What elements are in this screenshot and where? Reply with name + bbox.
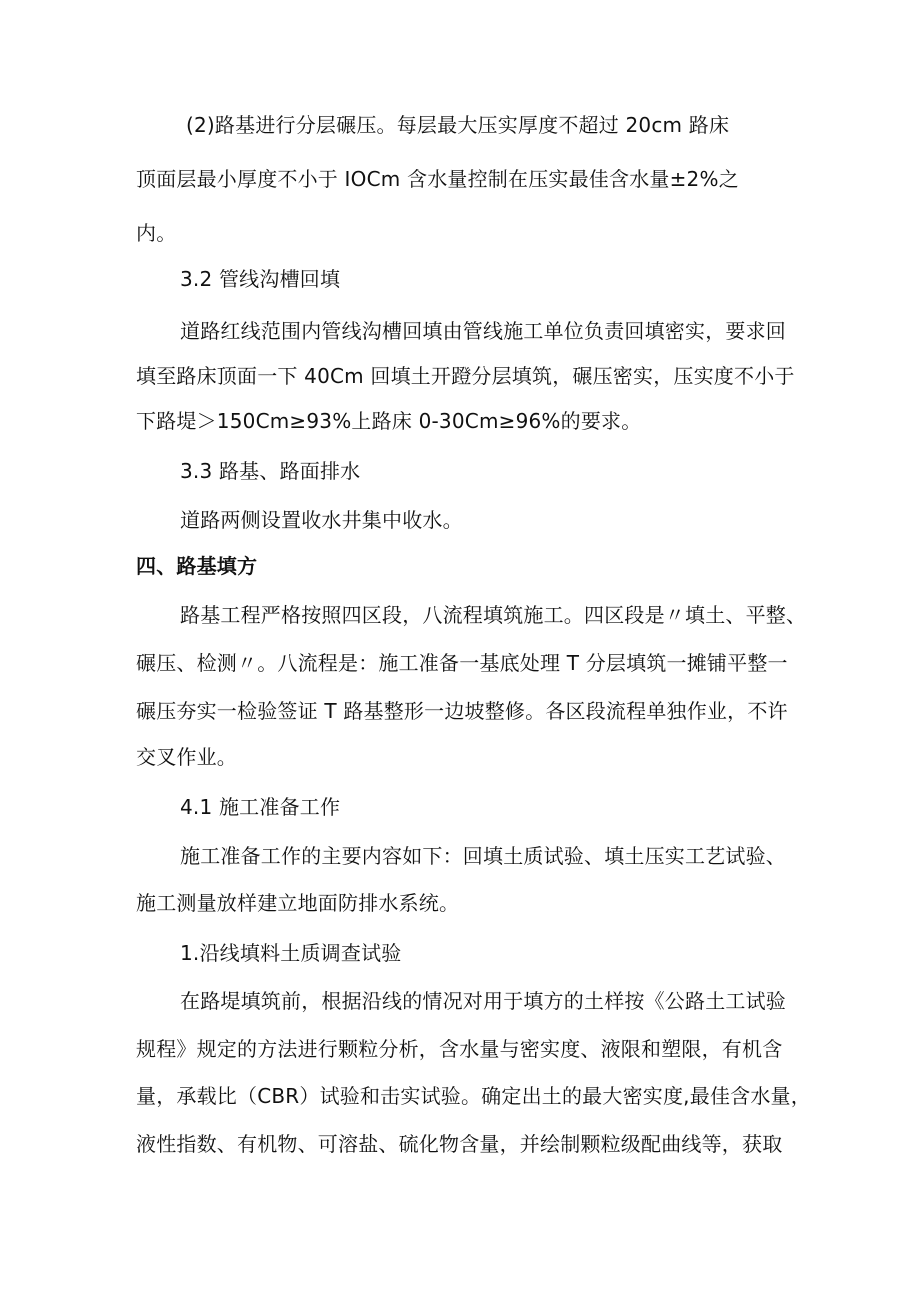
paragraph-line: 碾压夯实一检验签证 T 路基整形一边坡整修。各区段流程单独作业，不许 <box>136 699 788 723</box>
paragraph-line: 路基工程严格按照四区段，八流程填筑施工。四区段是〃填土、平整、 <box>180 603 807 627</box>
paragraph-line: 顶面层最小厚度不小于 IOCm 含水量控制在压实最佳含水量±2%之 <box>136 167 739 191</box>
paragraph-line: 交叉作业。 <box>136 745 237 769</box>
section-heading-4-1: 4.1 施工准备工作 <box>180 795 341 819</box>
paragraph-line: 施工测量放样建立地面防排水系统。 <box>136 891 460 915</box>
paragraph-line: 在路堤填筑前，根据沿线的情况对用于填方的土样按《公路土工试验 <box>180 989 786 1013</box>
paragraph-line: 量，承载比（CBR）试验和击实试验。确定出土的最大密实度,最佳含水量， <box>136 1084 811 1108</box>
chapter-heading-4: 四、路基填方 <box>136 554 258 578</box>
paragraph-line: (2)路基进行分层碾压。每层最大压实厚度不超过 20cm 路床 <box>186 113 730 137</box>
paragraph-line: 液性指数、有机物、可溶盐、硫化物含量，并绘制颗粒级配曲线等，获取 <box>136 1132 783 1156</box>
paragraph-line: 施工准备工作的主要内容如下：回填土质试验、填土压实工艺试验、 <box>180 844 786 868</box>
paragraph-line: 规程》规定的方法进行颗粒分析，含水量与密实度、液限和塑限，有机含 <box>136 1037 783 1061</box>
section-heading-3-3: 3.3 路基、路面排水 <box>180 459 361 483</box>
subsection-heading-1: 1.沿线填料土质调查试验 <box>180 941 402 965</box>
paragraph-line: 碾压、检测〃。八流程是：施工准备一基底处理 T 分层填筑一摊铺平整一 <box>136 651 788 675</box>
paragraph-line: 道路两侧设置收水井集中收水。 <box>180 508 463 532</box>
paragraph-line: 内。 <box>136 221 177 245</box>
paragraph-line: 下路堤＞150Cm≥93%上路床 0-30Cm≥96%的要求。 <box>136 409 642 433</box>
paragraph-line: 道路红线范围内管线沟槽回填由管线施工单位负责回填密实，要求回 <box>180 319 786 343</box>
paragraph-line: 填至路床顶面一下 40Cm 回填土开蹬分层填筑，碾压密实，压实度不小于 <box>136 364 795 388</box>
section-heading-3-2: 3.2 管线沟槽回填 <box>180 267 341 291</box>
